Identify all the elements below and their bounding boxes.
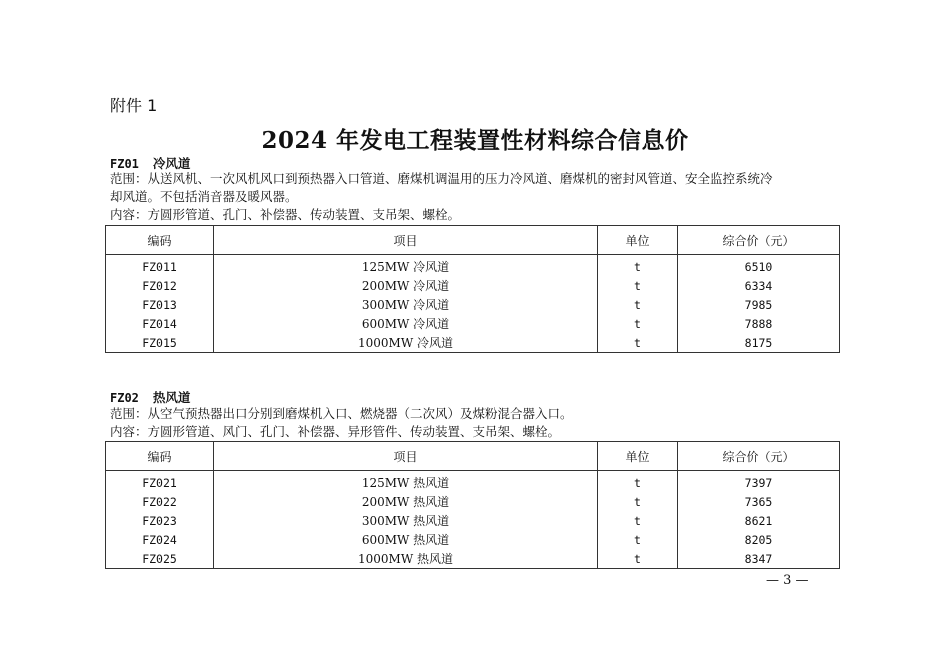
table-header-row [106,442,840,471]
section-name: 热风道 [152,390,191,405]
cell-code: FZ012 [106,276,214,295]
cell-item: 200MW 冷风道 [214,276,598,295]
cell-item: 1000MW 冷风道 [214,333,598,353]
cell-item: 300MW 冷风道 [214,295,598,314]
cell-unit: t [598,511,678,530]
column-header-item: 项目 [214,226,598,255]
cell-item: 600MW 冷风道 [214,314,598,333]
content-text: 内容：方圆形管道、风门、孔门、补偿器、异形管件、传动装置、支吊架、螺栓。 [110,424,561,439]
cell-code: FZ011 [106,255,214,277]
scope-text: 范围：从空气预热器出口分别到磨煤机入口、燃烧器（二次风）及煤粉混合器入口。 [110,406,573,421]
cell-price: 8347 [678,549,840,569]
cell-price: 8205 [678,530,840,549]
column-header-code: 编码 [106,442,214,471]
cell-price: 8175 [678,333,840,353]
table-row [106,276,840,295]
cell-item: 600MW 热风道 [214,530,598,549]
cell-unit: t [598,471,678,493]
cell-code: FZ025 [106,549,214,569]
cell-unit: t [598,333,678,353]
section-heading-fz02 [110,388,190,406]
page-number: — 3 — [766,573,809,588]
cell-price: 7365 [678,492,840,511]
column-header-unit: 单位 [598,226,678,255]
table-row [106,492,840,511]
cell-item: 300MW 热风道 [214,511,598,530]
cell-code: FZ024 [106,530,214,549]
cell-price: 7888 [678,314,840,333]
cell-item: 125MW 热风道 [214,471,598,493]
table-header-row [106,226,840,255]
cell-price: 6510 [678,255,840,277]
table-row [106,549,840,569]
cell-unit: t [598,276,678,295]
section-code: FZ02 [110,391,139,405]
section-description-fz01 [110,170,838,224]
table-row [106,255,840,277]
cell-code: FZ021 [106,471,214,493]
cell-item: 125MW 冷风道 [214,255,598,277]
section-code: FZ01 [110,157,139,171]
cell-code: FZ022 [106,492,214,511]
table-row [106,471,840,493]
cell-unit: t [598,492,678,511]
table-row [106,511,840,530]
cell-unit: t [598,549,678,569]
cell-unit: t [598,295,678,314]
content-text: 内容：方圆形管道、孔门、补偿器、传动装置、支吊架、螺栓。 [110,207,461,222]
page-title: 2024 年发电工程装置性材料综合信息价 [261,127,689,154]
column-header-code: 编码 [106,226,214,255]
cell-code: FZ013 [106,295,214,314]
scope-text: 范围：从送风机、一次风机风口到预热器入口管道、磨煤机调温用的压力冷风道、磨煤机的密封风管道、安全监控系统冷 [110,171,773,186]
cell-unit: t [598,255,678,277]
scope-text-cont: 却风道。不包括消音器及暖风器。 [110,189,298,204]
cell-price: 6334 [678,276,840,295]
column-header-unit: 单位 [598,442,678,471]
column-header-price: 综合价（元） [678,442,840,471]
table-row [106,530,840,549]
cell-price: 8621 [678,511,840,530]
cell-price: 7985 [678,295,840,314]
price-table-fz02 [105,441,840,569]
cell-code: FZ023 [106,511,214,530]
cell-code: FZ015 [106,333,214,353]
cell-unit: t [598,314,678,333]
section-name: 冷风道 [152,156,191,171]
cell-item: 1000MW 热风道 [214,549,598,569]
table-row [106,333,840,353]
cell-item: 200MW 热风道 [214,492,598,511]
column-header-price: 综合价（元） [678,226,840,255]
cell-price: 7397 [678,471,840,493]
price-table-fz01 [105,225,840,353]
section-description-fz02 [110,405,838,441]
table-row [106,295,840,314]
attachment-label: 附件 1 [110,96,158,115]
cell-code: FZ014 [106,314,214,333]
cell-unit: t [598,530,678,549]
column-header-item: 项目 [214,442,598,471]
table-row [106,314,840,333]
